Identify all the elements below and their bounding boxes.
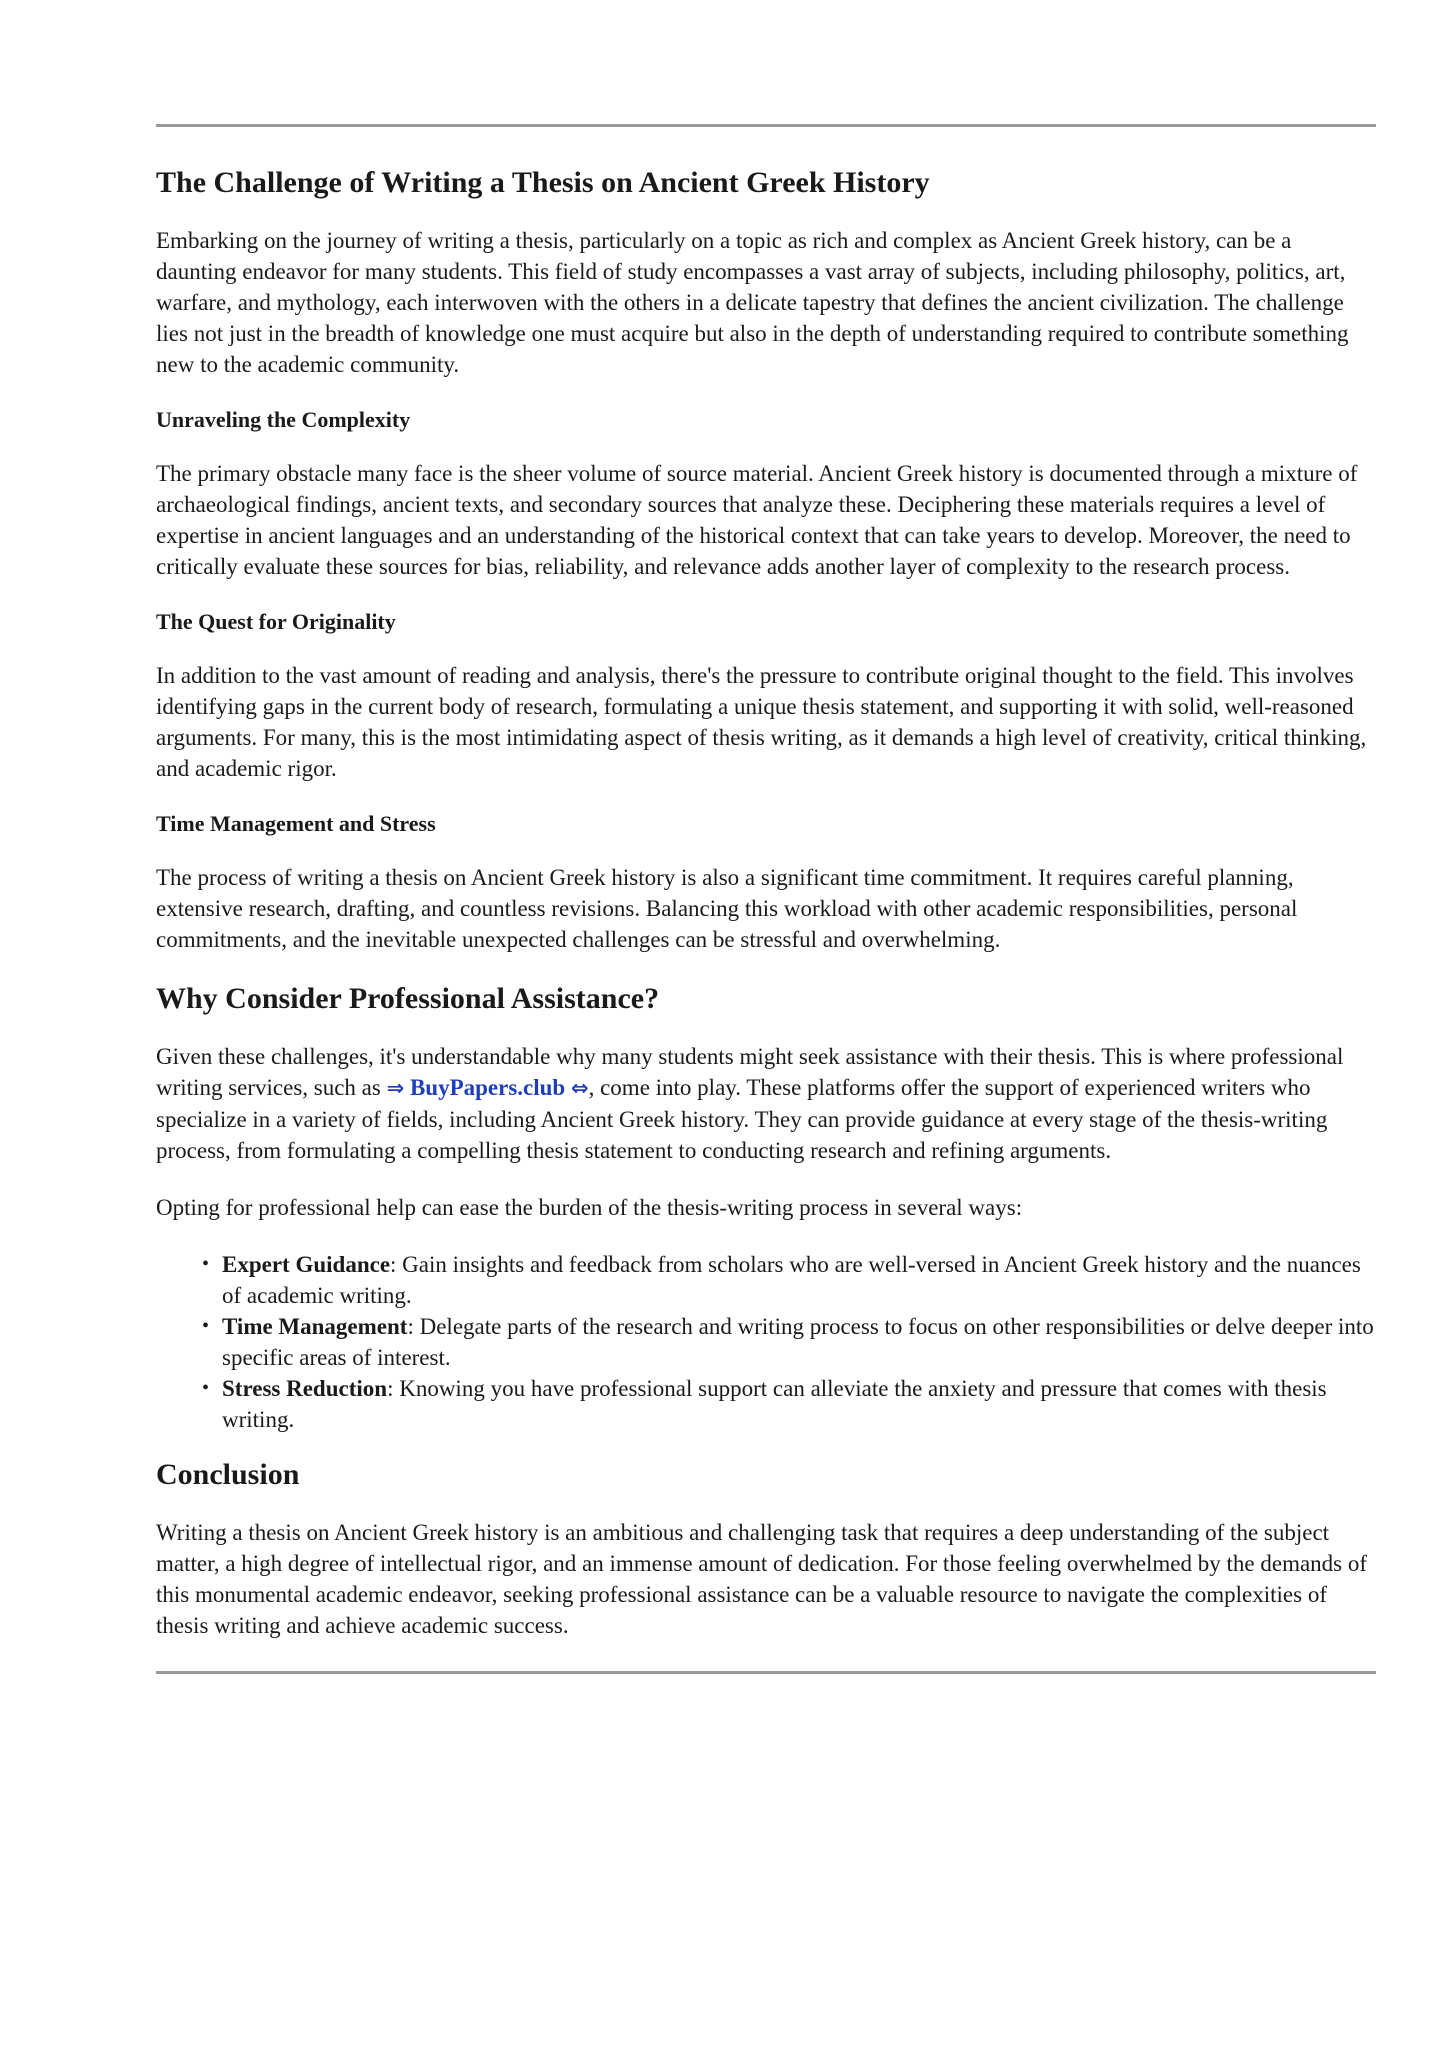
assistance-text-after: , come into play. These platforms offer the support of experienced writers who specialize in a variety of fields, including Ancient Greek history. They can provide guidance at every stage of the thesis-writing process, from formulating a compelling thesis statement to conducting research and refining arguments.: [156, 1075, 1328, 1163]
assistance-text-before: Given these challenges, it's understandable why many students might seek assistance with their thesis. This is where professional writing services, such as: [156, 1044, 1344, 1100]
subheading-time-management: Time Management and Stress: [156, 811, 436, 836]
originality-paragraph: In addition to the vast amount of reading and analysis, there's the pressure to contribute original thought to the field. This involves identifying gaps in the current body of research, formulating a unique thesis statement, and supporting it with solid, well-reasoned arguments. For many, this is the most intimidating aspect of thesis writing, as it demands a high level of creativity, critical thinking, and academic rigor.: [156, 663, 1367, 781]
list-item-term: Time Management: [222, 1314, 408, 1339]
double-arrow-icon: ⇔: [570, 1076, 589, 1100]
list-item-text: : Gain insights and feedback from scholars who are well-versed in Ancient Greek history and the nuances of academic writing.: [222, 1252, 1361, 1308]
document-page: [156, 124, 1376, 1674]
list-item: [202, 1249, 1376, 1311]
list-item: [202, 1373, 1376, 1435]
intro-paragraph: Embarking on the journey of writing a thesis, particularly on a topic as rich and complex as Ancient Greek history, can be a daunting endeavor for many students. This field of study encompasses a vast array of subjects, including philosophy, politics, art, warfare, and mythology, each interwoven with the others in a delicate tapestry that defines the ancient civilization. The challenge lies not just in the breadth of knowledge one must acquire but also in the depth of understanding required to contribute something new to the academic community.: [156, 228, 1349, 377]
buypapers-link-label: BuyPapers.club: [409, 1075, 566, 1100]
list-item-term: Expert Guidance: [222, 1252, 391, 1277]
conclusion-heading: Conclusion: [156, 1458, 300, 1491]
conclusion-paragraph: Writing a thesis on Ancient Greek history is an ambitious and challenging task that requires a deep understanding of the subject matter, a high degree of intellectual rigor, and an immense amount of dedication. For those feeling overwhelmed by the demands of this monumental academic endeavor, seeking professional assistance can be a valuable resource to navigate the complexities of thesis writing and achieve academic success.: [156, 1520, 1368, 1638]
list-item: [202, 1311, 1376, 1373]
assistance-paragraph: [156, 1041, 1376, 1166]
right-arrow-icon: ⇒: [386, 1076, 405, 1100]
assistance-heading: Why Consider Professional Assistance?: [156, 982, 660, 1015]
complexity-paragraph: The primary obstacle many face is the sheer volume of source material. Ancient Greek history is documented through a mixture of archaeological findings, ancient texts, and secondary sources that analyze these. Deciphering these materials requires a level of expertise in ancient languages and an understanding of the historical context that can take years to develop. Moreover, the need to critically evaluate these sources for bias, reliability, and relevance adds another layer of complexity to the research process.: [156, 461, 1358, 579]
benefits-list: [156, 1249, 1376, 1435]
buypapers-link[interactable]: [387, 1075, 589, 1100]
bullet-icon: •: [202, 1377, 210, 1399]
page-title: The Challenge of Writing a Thesis on Ancient Greek History: [156, 166, 930, 199]
bottom-divider: [156, 1671, 1376, 1674]
subheading-complexity: Unraveling the Complexity: [156, 407, 411, 432]
bullet-icon: •: [202, 1315, 210, 1337]
list-item-term: Stress Reduction: [222, 1376, 388, 1401]
bullet-icon: •: [202, 1253, 210, 1275]
subheading-originality: The Quest for Originality: [156, 609, 396, 634]
time-management-paragraph: The process of writing a thesis on Ancient Greek history is also a significant time commitment. It requires careful planning, extensive research, drafting, and countless revisions. Balancing this workload with other academic responsibilities, personal commitments, and the inevitable unexpected challenges can be stressful and overwhelming.: [156, 865, 1298, 952]
options-intro-paragraph: Opting for professional help can ease the burden of the thesis-writing process in several ways:: [156, 1195, 1023, 1220]
list-item-text: : Knowing you have professional support can alleviate the anxiety and pressure that comes with thesis writing.: [222, 1376, 1327, 1432]
list-item-text: : Delegate parts of the research and writing process to focus on other responsibilities or delve deeper into specific areas of interest.: [222, 1314, 1374, 1370]
top-divider: [156, 124, 1376, 127]
